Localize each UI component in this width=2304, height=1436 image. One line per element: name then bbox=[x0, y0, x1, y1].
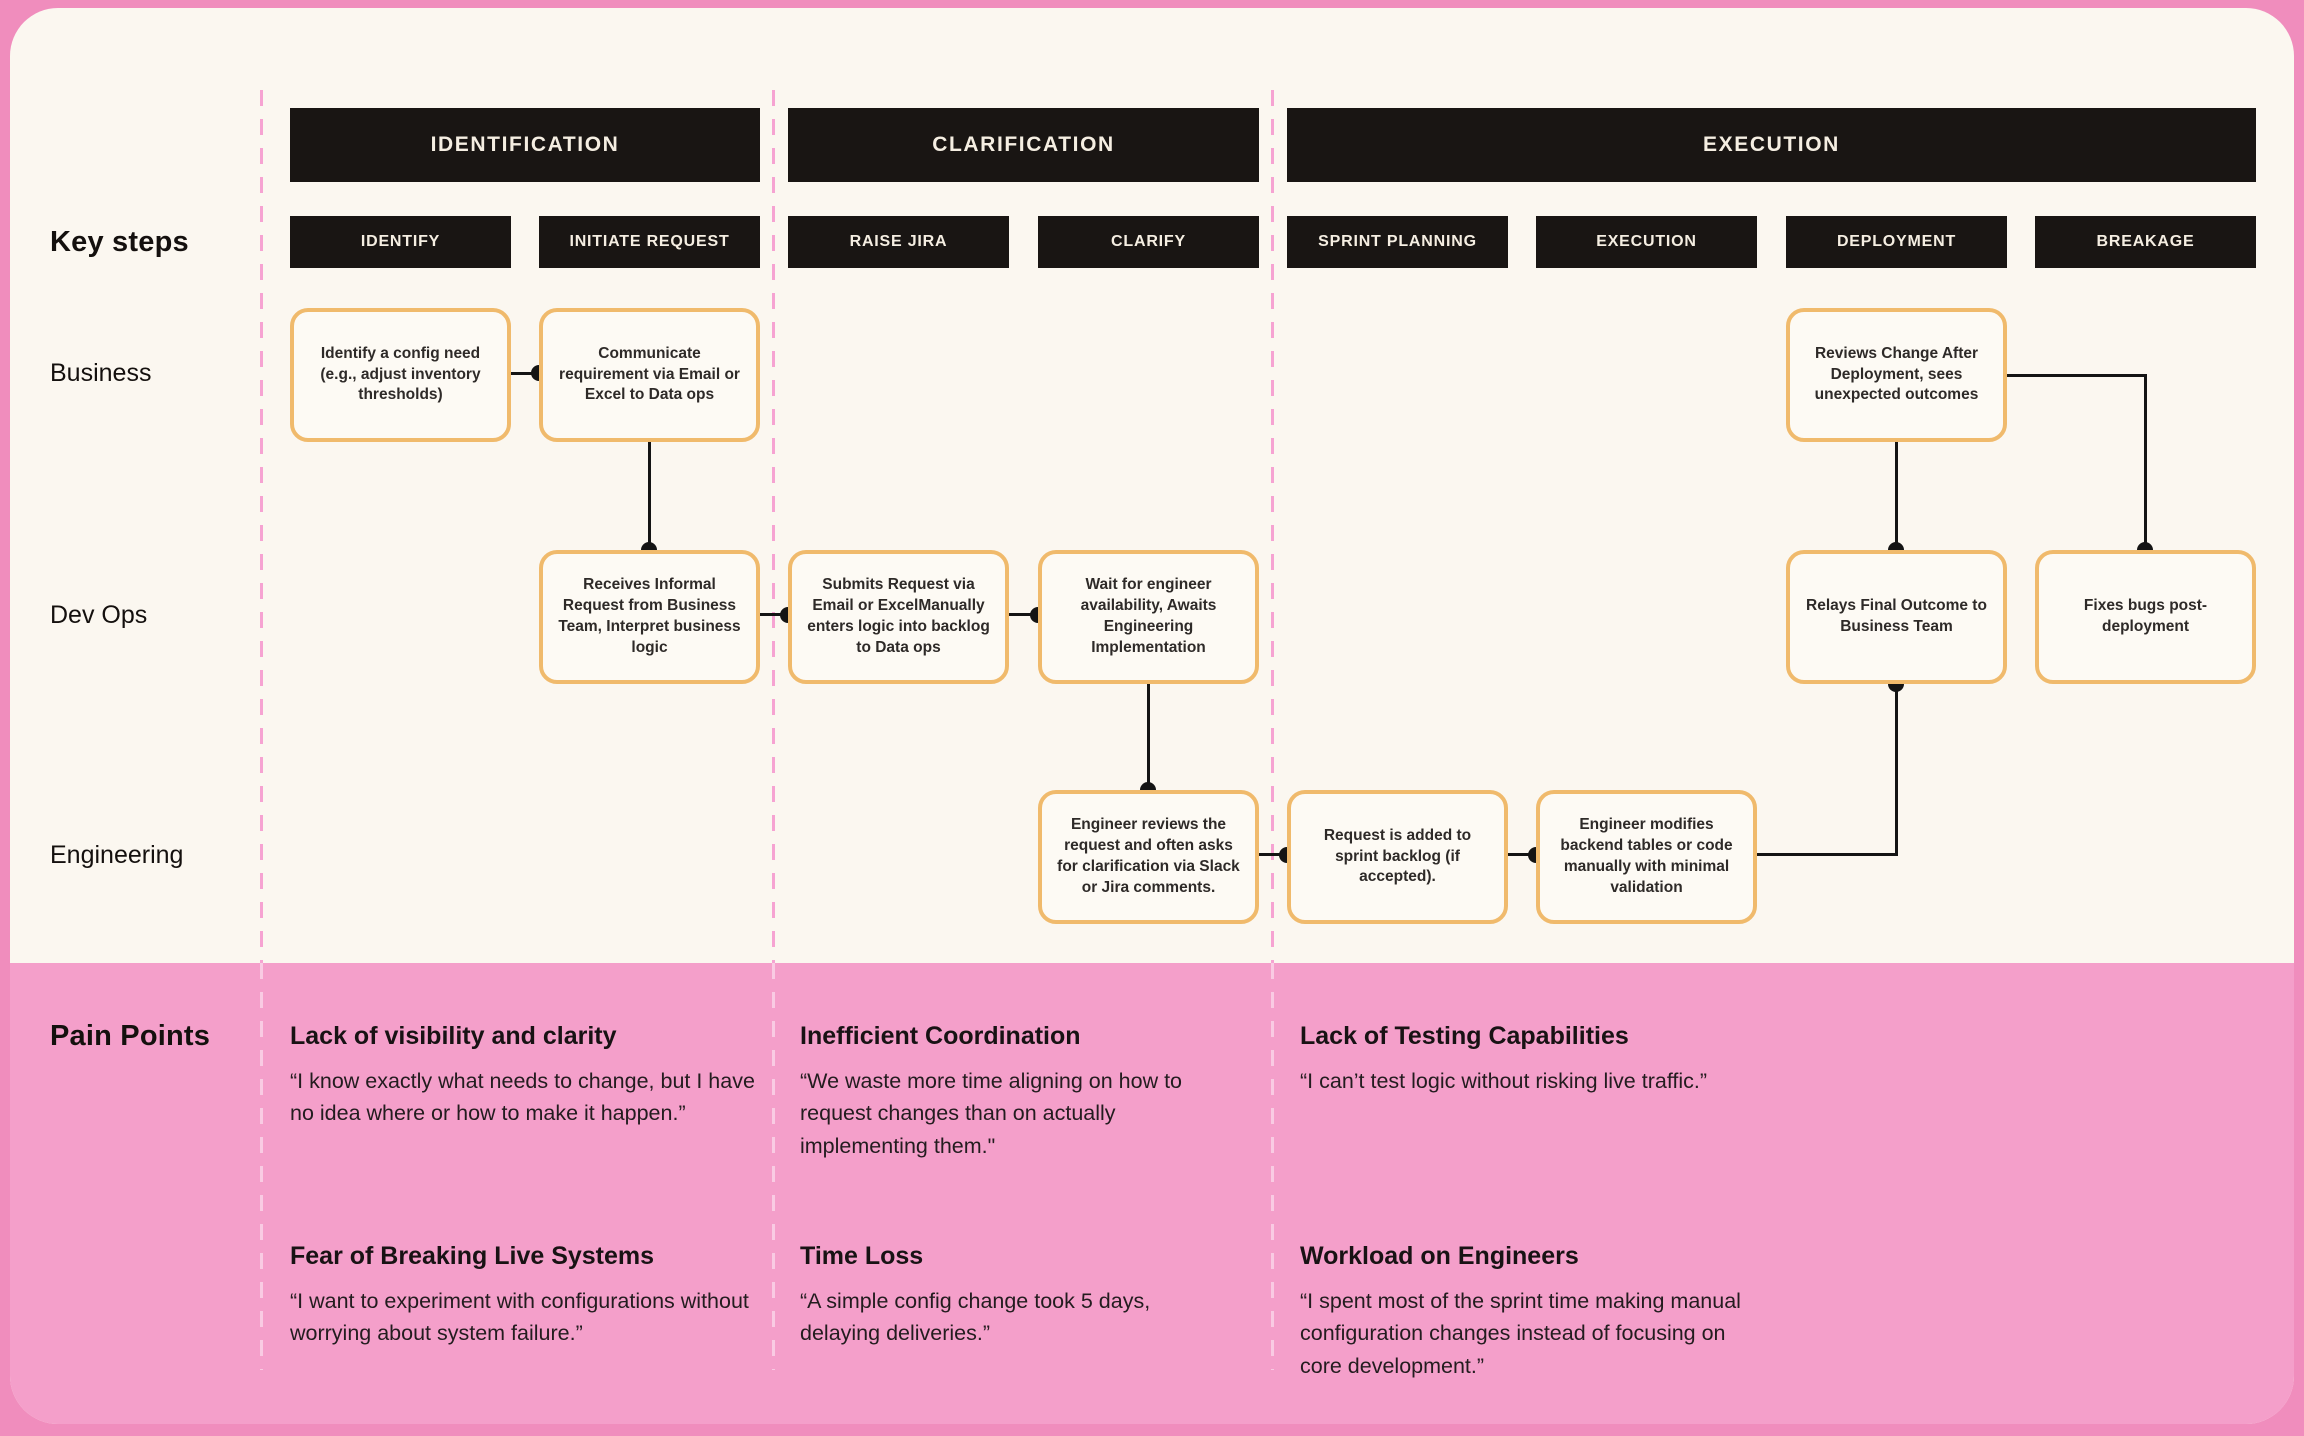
phase-header-identification bbox=[290, 108, 760, 182]
flow-box-text: Relays Final Outcome to Business Team bbox=[1806, 597, 1987, 635]
phase-label: CLARIFICATION bbox=[932, 133, 1115, 156]
flow-box-text: Fixes bugs post-deployment bbox=[2083, 597, 2208, 635]
key-step-deployment bbox=[1786, 216, 2007, 268]
key-step-initiate-request bbox=[539, 216, 760, 268]
key-step-identify bbox=[290, 216, 511, 268]
pain-point-quote: “I want to experiment with configurations without worrying about system failure.” bbox=[290, 1289, 749, 1346]
connector-line bbox=[2007, 374, 2147, 377]
flow-box-text: Engineer reviews the request and often asks for clarification via Slack or Jira comments. bbox=[1057, 816, 1240, 896]
connector-line bbox=[2144, 374, 2147, 550]
key-step-label: IDENTIFY bbox=[360, 233, 441, 250]
flow-box-receives-informal-request bbox=[539, 550, 760, 684]
flow-box-text: Engineer modifies backend tables or code manually with minimal validation bbox=[1560, 816, 1733, 896]
key-step-execution bbox=[1536, 216, 1757, 268]
pain-point-breaking-systems bbox=[290, 1242, 770, 1350]
lane-label-business: Business bbox=[50, 359, 152, 387]
canvas bbox=[10, 8, 2294, 1424]
flow-box-wait-for-engineer bbox=[1038, 550, 1259, 684]
flow-box-engineer-reviews bbox=[1038, 790, 1259, 924]
flow-box-text: Receives Informal Request from Business Team, Interpret business logic bbox=[558, 576, 741, 656]
phase-divider bbox=[1271, 90, 1274, 963]
phase-divider bbox=[260, 963, 263, 1370]
pain-point-quote: “A simple config change took 5 days, delaying deliveries.” bbox=[800, 1289, 1151, 1346]
connector-line bbox=[648, 442, 651, 550]
pain-point-quote: “We waste more time aligning on how to request changes than on actually implementing them." bbox=[800, 1069, 1183, 1158]
pain-point-title: Inefficient Coordination bbox=[800, 1022, 1081, 1050]
connector-line bbox=[1757, 853, 1898, 856]
key-step-raise-jira bbox=[788, 216, 1009, 268]
phase-divider bbox=[1271, 963, 1274, 1370]
flow-box-text: Reviews Change After Deployment, sees unexpected outcomes bbox=[1814, 344, 1979, 404]
key-step-label: CLARIFY bbox=[1111, 233, 1186, 250]
key-step-clarify bbox=[1038, 216, 1259, 268]
flow-box-submits-request bbox=[788, 550, 1009, 684]
pain-point-title: Lack of visibility and clarity bbox=[290, 1022, 617, 1050]
connector-line bbox=[1895, 684, 1898, 856]
pain-point-workload bbox=[1300, 1242, 1770, 1382]
flow-box-relays-final-outcome bbox=[1786, 550, 2007, 684]
pain-point-title: Time Loss bbox=[800, 1242, 924, 1270]
phase-divider bbox=[260, 90, 263, 963]
connector-line bbox=[1895, 442, 1898, 550]
phase-divider bbox=[772, 963, 775, 1370]
pain-point-coordination bbox=[800, 1022, 1230, 1162]
key-steps-row-label: Key steps bbox=[50, 226, 189, 258]
pain-point-quote: “I can’t test logic without risking live traffic.” bbox=[1300, 1069, 1708, 1093]
phase-header-execution bbox=[1287, 108, 2256, 182]
pain-point-title: Workload on Engineers bbox=[1300, 1242, 1579, 1270]
pain-point-visibility bbox=[290, 1022, 760, 1130]
key-step-sprint-planning bbox=[1287, 216, 1508, 268]
connector-line bbox=[1147, 684, 1150, 790]
pain-point-time-loss bbox=[800, 1242, 1230, 1350]
phase-label: EXECUTION bbox=[1703, 133, 1840, 156]
pain-point-testing bbox=[1300, 1022, 1730, 1097]
flow-box-text: Submits Request via Email or ExcelManually enters logic into backlog to Data ops bbox=[807, 576, 990, 656]
key-step-label: DEPLOYMENT bbox=[1836, 233, 1957, 250]
lane-label-engineering: Engineering bbox=[50, 841, 184, 869]
flow-box-request-added-backlog bbox=[1287, 790, 1508, 924]
flow-box-text: Wait for engineer availability, Awaits Engineering Implementation bbox=[1080, 576, 1217, 656]
key-step-label: SPRINT PLANNING bbox=[1318, 233, 1477, 250]
flow-box-text: Communicate requirement via Email or Excel to Data ops bbox=[559, 344, 740, 404]
phase-label: IDENTIFICATION bbox=[430, 133, 620, 156]
pain-points-row-label: Pain Points bbox=[50, 1020, 211, 1052]
lane-label-dev-ops: Dev Ops bbox=[50, 601, 148, 629]
flow-box-communicate-requirement bbox=[539, 308, 760, 442]
phase-divider bbox=[772, 90, 775, 963]
flow-box-identify-config-need bbox=[290, 308, 511, 442]
phase-header-clarification bbox=[788, 108, 1259, 182]
pain-point-title: Fear of Breaking Live Systems bbox=[290, 1242, 655, 1270]
key-step-label: INITIATE REQUEST bbox=[569, 233, 730, 250]
pain-point-title: Lack of Testing Capabilities bbox=[1300, 1022, 1629, 1050]
flow-box-text: Request is added to sprint backlog (if accepted). bbox=[1323, 826, 1472, 886]
key-step-label: RAISE JIRA bbox=[849, 233, 948, 250]
flow-box-reviews-change bbox=[1786, 308, 2007, 442]
key-step-breakage bbox=[2035, 216, 2256, 268]
flow-box-fixes-bugs bbox=[2035, 550, 2256, 684]
flow-box-text: Identify a config need (e.g., adjust inventory thresholds) bbox=[320, 344, 481, 404]
flow-box-engineer-modifies bbox=[1536, 790, 1757, 924]
key-step-label: EXECUTION bbox=[1596, 233, 1697, 250]
key-step-label: BREAKAGE bbox=[2096, 233, 2195, 250]
pain-point-quote: “I spent most of the sprint time making manual configuration changes instead of focusing on core development.” bbox=[1300, 1289, 1741, 1378]
pain-point-quote: “I know exactly what needs to change, but I have no idea where or how to make it happen.” bbox=[290, 1069, 755, 1126]
